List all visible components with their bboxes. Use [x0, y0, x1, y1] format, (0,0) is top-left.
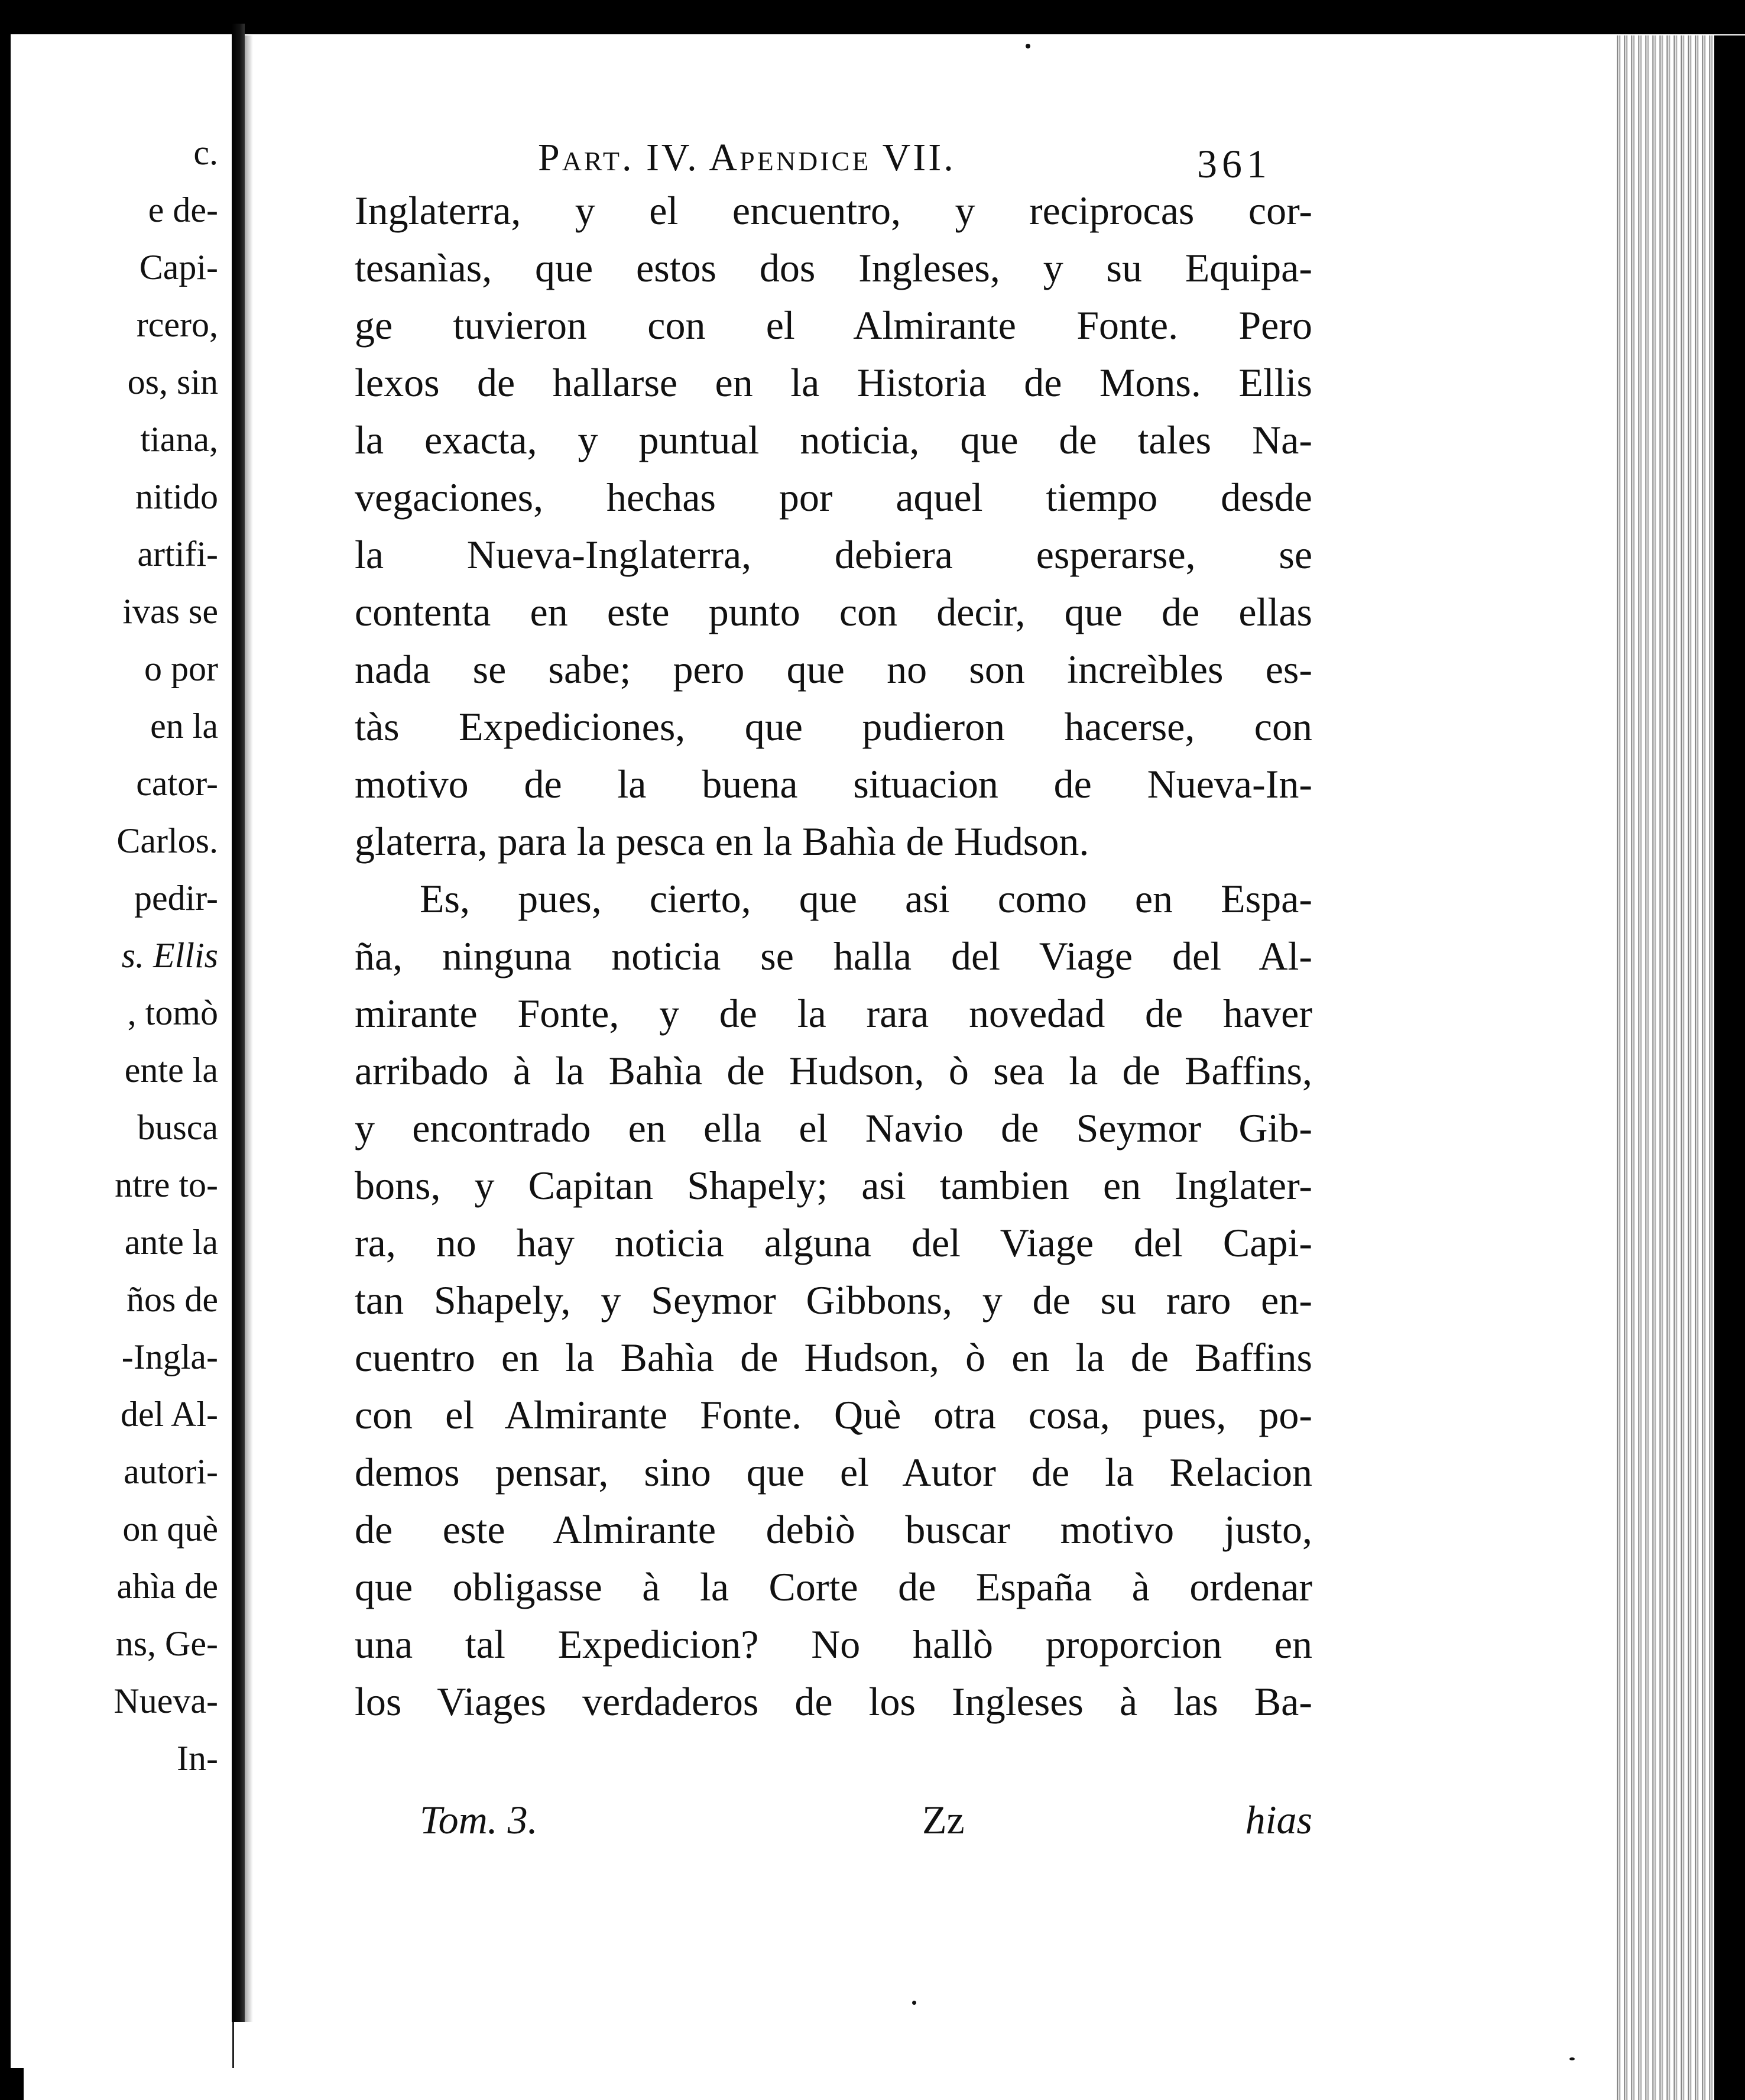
text-line: lexos de hallarse en la Historia de Mons. Ellis — [355, 360, 1312, 405]
left-page-line: artifi- — [137, 534, 218, 573]
text-line: mirante Fonte, y de la rara novedad de haver — [355, 991, 1312, 1036]
left-page-line: busca — [137, 1108, 218, 1147]
left-page-line: rcero, — [136, 305, 218, 344]
text-line: vegaciones, hechas por aquel tiempo desde — [355, 475, 1312, 520]
left-page-line: -Ingla- — [121, 1337, 218, 1376]
spine-shadow — [245, 35, 253, 2022]
left-page-line: ivas se — [122, 592, 218, 631]
left-page-line: ente la — [124, 1051, 218, 1090]
text-line: glaterra, para la pesca en la Bahìa de Hudson. — [355, 819, 1089, 864]
scan-speck — [1569, 2057, 1575, 2060]
scan-border-top — [0, 0, 1745, 34]
text-line: contenta en este punto con decir, que de ellas — [355, 589, 1312, 634]
book-spine — [232, 24, 245, 2022]
text-line: Es, pues, cierto, que asi como en Espa- — [420, 876, 1312, 921]
left-page-line: tiana, — [140, 420, 218, 459]
text-line: nada se sabe; pero que no son increìbles es- — [355, 647, 1312, 692]
left-page-line: ahìa de — [116, 1567, 218, 1606]
text-line: tesanìas, que estos dos Ingleses, y su Equipa- — [355, 245, 1312, 290]
left-page-line: , tomò — [127, 993, 218, 1032]
text-line: arribado à la Bahìa de Hudson, ò sea la de Baffins, — [355, 1048, 1312, 1093]
left-page-line: ante la — [124, 1223, 218, 1262]
text-line: tàs Expediciones, que pudieron hacerse, con — [355, 704, 1312, 749]
text-line: la Nueva-Inglaterra, debiera esperarse, se — [355, 532, 1312, 577]
left-page-line: nitido — [135, 477, 218, 516]
left-page-line: ntre to- — [115, 1165, 218, 1204]
text-line: una tal Expedicion? No hallò proporcion en — [355, 1622, 1312, 1667]
text-line: motivo de la buena situacion de Nueva-In- — [355, 761, 1312, 806]
body-text — [355, 182, 1312, 1730]
text-line: cuentro en la Bahìa de Hudson, ò en la de Baffins — [355, 1335, 1312, 1380]
text-line: que obligasse à la Corte de España à ordenar — [355, 1564, 1312, 1609]
left-page-line: ños de — [127, 1280, 218, 1319]
page-number: 361 — [1197, 141, 1272, 186]
text-line: y encontrado en ella el Navio de Seymor Gib- — [355, 1106, 1312, 1151]
left-page-line: del Al- — [121, 1395, 218, 1434]
left-page — [11, 34, 234, 2068]
left-page-line: on què — [122, 1509, 218, 1548]
text-line: ge tuvieron con el Almirante Fonte. Pero — [355, 303, 1312, 348]
text-line: los Viages verdaderos de los Ingleses à las Ba- — [355, 1679, 1312, 1724]
text-line: demos pensar, sino que el Autor de la Relacion — [355, 1450, 1312, 1495]
text-line: ña, ninguna noticia se halla del Viage del Al- — [355, 934, 1312, 978]
left-page-line: autori- — [124, 1452, 218, 1491]
left-page-line: s. Ellis — [121, 936, 218, 975]
scan-border-right — [1714, 35, 1745, 2100]
running-head: Part. IV. Apendice VII. — [538, 136, 956, 179]
signature-mark: Zz — [922, 1797, 965, 1842]
text-line: ra, no hay noticia alguna del Viage del Capi- — [355, 1220, 1312, 1265]
left-page-line: ns, Ge- — [115, 1624, 218, 1663]
text-line: la exacta, y puntual noticia, que de tales Na- — [355, 417, 1312, 462]
left-page-line: o por — [144, 649, 218, 688]
scan-speck — [912, 2001, 916, 2005]
text-line: tan Shapely, y Seymor Gibbons, y de su raro en- — [355, 1278, 1312, 1323]
catchword: hias — [1245, 1797, 1312, 1842]
text-line: bons, y Capitan Shapely; asi tambien en Inglater- — [355, 1163, 1312, 1208]
left-page-line: c. — [193, 133, 218, 172]
left-page-line: cator- — [136, 764, 218, 803]
text-line: de este Almirante debiò buscar motivo justo, — [355, 1507, 1312, 1552]
left-page-line: Nueva- — [113, 1681, 218, 1720]
left-page-line: e de- — [148, 190, 218, 229]
left-page-line: In- — [177, 1739, 218, 1778]
left-page-line: Carlos. — [116, 821, 218, 860]
volume-mark: Tom. 3. — [420, 1797, 538, 1842]
left-page-line: pedir- — [134, 879, 218, 918]
text-line: Inglaterra, y el encuentro, y reciprocas cor- — [355, 188, 1312, 233]
left-page-line: os, sin — [127, 362, 218, 401]
text-line: con el Almirante Fonte. Què otra cosa, pues, po- — [355, 1392, 1312, 1437]
catchline-row — [355, 1790, 1312, 1849]
scan-speck — [1026, 44, 1030, 48]
left-page-line: Capi- — [139, 248, 218, 287]
left-page-line: en la — [150, 707, 218, 746]
